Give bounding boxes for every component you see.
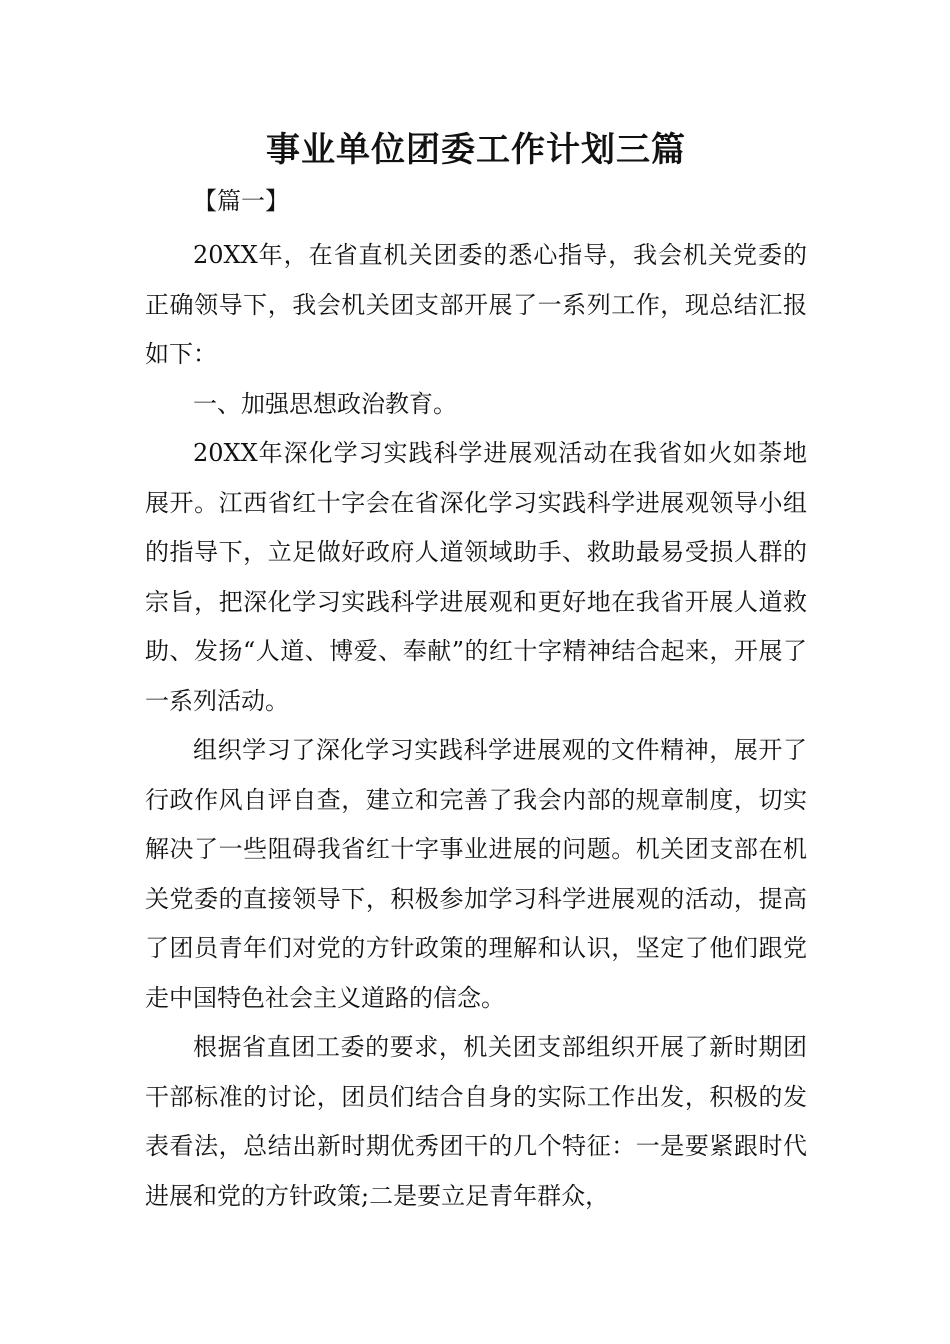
paragraph: 20XX年深化学习实践科学进展观活动在我省如火如荼地展开。江西省红十字会在省深化学习实践科学进展观领导小组的指导下，立足做好政府人道领域助手、救助最易受损人群的宗旨，把深化学习实践科学进展观和更好地在我省开展人道救助、发扬“人道、博爱、奉献”的红十字精神结合起来，开展了一系列活动。 bbox=[145, 439, 807, 715]
document-title: 事业单位团委工作计划三篇 bbox=[266, 130, 686, 170]
paragraph: 根据省直团工委的要求，机关团支部组织开展了新时期团干部标准的讨论，团员们结合自身的实际工作出发，积极的发表看法，总结出新时期优秀团干的几个特征：一是要紧跟时代进展和党的方针政策;二是要立足青年群众， bbox=[145, 1033, 807, 1210]
paragraph: 组织学习了深化学习实践科学进展观的文件精神，展开了行政作风自评自查，建立和完善了我会内部的规章制度，切实解决了一些阻碍我省红十字事业进展的问题。机关团支部在机关党委的直接领导下，积极参加学习科学进展观的活动，提高了团员青年们对党的方针政策的理解和认识，坚定了他们跟党走中国特色社会主义道路的信念。 bbox=[145, 736, 807, 1012]
document-page bbox=[145, 125, 807, 1221]
section-label: 【篇一】 bbox=[193, 187, 289, 215]
paragraph: 一、加强思想政治教育。 bbox=[193, 389, 457, 418]
paragraph: 20XX年，在省直机关团委的悉心指导，我会机关党委的正确领导下，我会机关团支部开展了一系列工作，现总结汇报如下： bbox=[145, 241, 807, 368]
